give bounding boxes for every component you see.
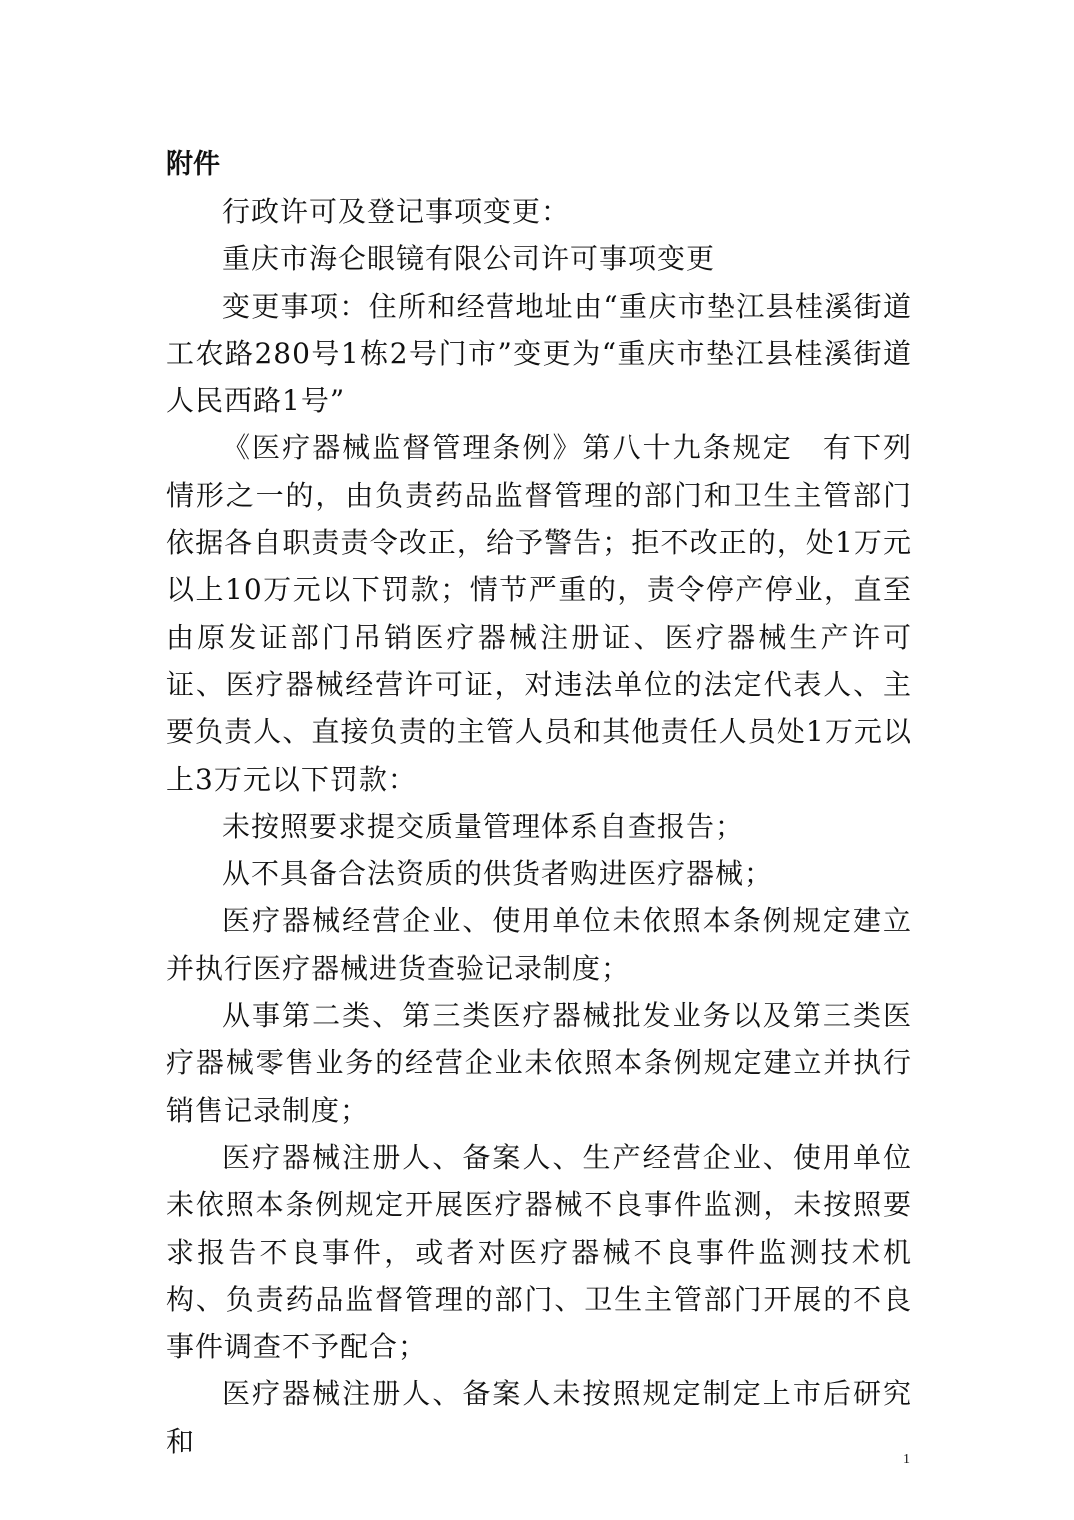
page-number: 1 — [903, 1452, 910, 1467]
paragraph-change-detail: 变更事项：住所和经营地址由“重庆市垫江县桂溪街道工农路280号1栋2号门市”变更为“重庆市垫江县桂溪街道人民西路1号” — [166, 289, 912, 418]
paragraph-item: 未按照要求提交质量管理体系自查报告； — [222, 809, 745, 843]
document-heading: 附件 — [166, 149, 220, 180]
paragraph-item: 从事第二类、第三类医疗器械批发业务以及第三类医疗器械零售业务的经营企业未依照本条例规定建立并执行销售记录制度； — [166, 999, 912, 1127]
paragraph-item: 从不具备合法资质的供货者购进医疗器械； — [222, 857, 774, 891]
paragraph-item: 医疗器械经营企业、使用单位未依照本条例规定建立并执行医疗器械进货查验记录制度； — [166, 904, 912, 985]
paragraph-change-title: 行政许可及登记事项变更： — [222, 195, 571, 228]
paragraph-company-change: 重庆市海仑眼镜有限公司许可事项变更 — [222, 242, 716, 276]
paragraph-item: 医疗器械注册人、备案人、生产经营企业、使用单位未依照本条例规定开展医疗器械不良事件监测，未按照要求报告不良事件，或者对医疗器械不良事件监测技术机构、负责药品监督管理的部门、卫生主管部门开展的不良事件调查不予配合； — [166, 1140, 912, 1364]
document-body — [166, 188, 912, 1465]
paragraph-item: 医疗器械注册人、备案人未按照规定制定上市后研究和 — [166, 1377, 912, 1458]
paragraph-regulation: 《医疗器械监督管理条例》第八十九条规定 有下列情形之一的，由负责药品监督管理的部门和卫生主管部门依据各自职责责令改正，给予警告；拒不改正的，处1万元以上10万元以下罚款；情节严重的，责令停产停业，直至由原发证部门吊销医疗器械注册证、医疗器械生产许可证、医疗器械经营许可证，对违法单位的法定代表人、主要负责人、直接负责的主管人员和其他责任人员处1万元以上3万元以下罚款： — [166, 431, 912, 796]
